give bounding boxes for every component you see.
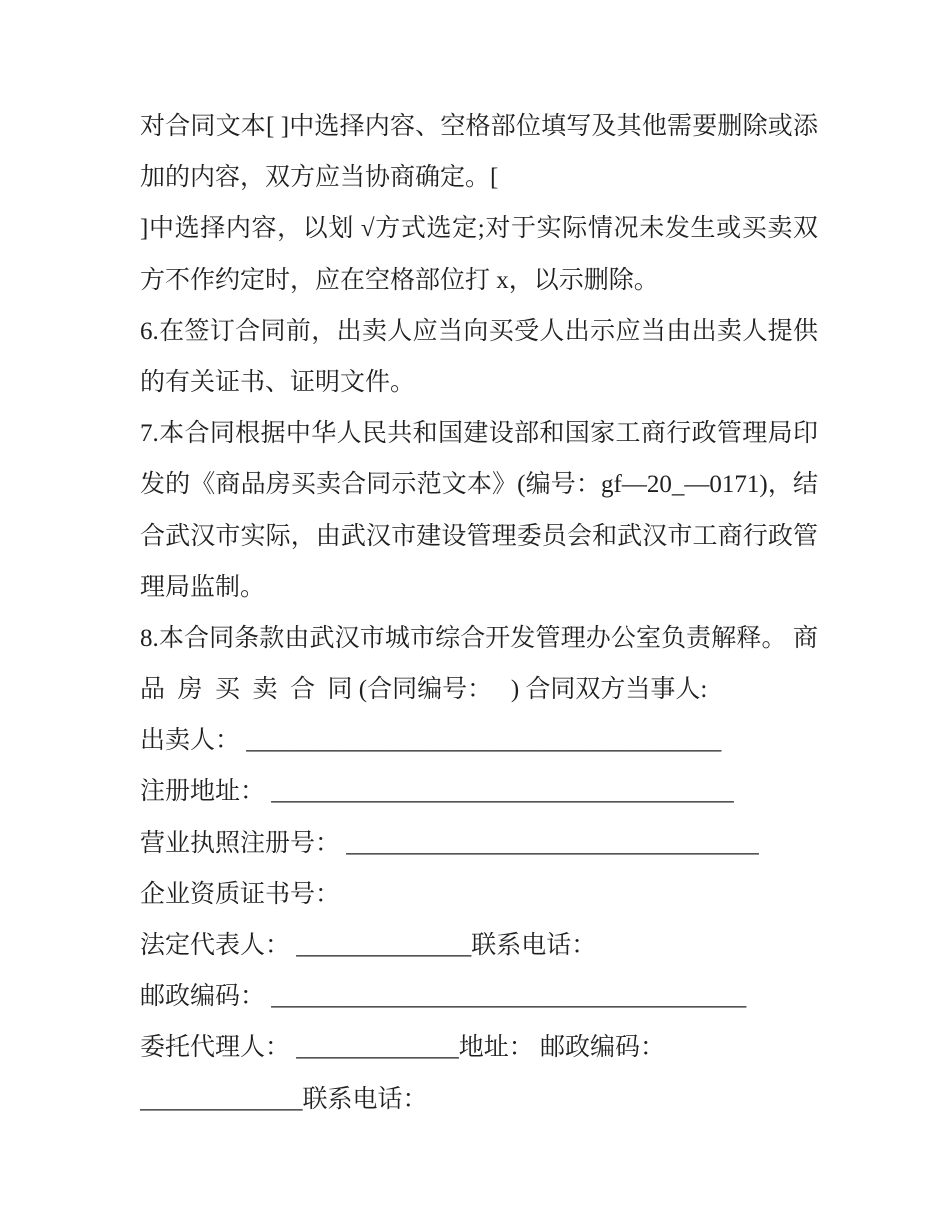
clause-7-line: 发的《商品房买卖合同示范文本》(编号：gf—20_—0171)，结 <box>140 471 818 499</box>
entrusted-agent-line: 委托代理人： _____________地址： 邮政编码： <box>140 1034 666 1062</box>
clause-6-line: 的有关证书、证明文件。 <box>140 368 416 396</box>
seller-line: 出卖人： ______________________________________ <box>140 727 722 755</box>
registered-address-line: 注册地址： _____________________________________ <box>140 778 734 806</box>
contract-text-block <box>140 101 818 1125</box>
clause-7-line: 合武汉市实际，由武汉市建设管理委员会和武汉市工商行政管 <box>140 522 818 550</box>
contract-title-line: 品 房 买 卖 合 同 (合同编号： ) 合同双方当事人: <box>140 676 708 704</box>
instructions-line: 对合同文本[ ]中选择内容、空格部位填写及其他需要删除或添 <box>140 113 818 140</box>
clause-7-line: 理局监制。 <box>140 573 266 601</box>
business-license-number-line: 营业执照注册号： _________________________________ <box>140 829 759 857</box>
agent-phone-line: _____________联系电话： <box>140 1085 428 1113</box>
instructions-line: 方不作约定时，应在空格部位打 x，以示删除。 <box>140 266 659 294</box>
clause-8-line: 8.本合同条款由武汉市城市综合开发管理办公室负责解释。 商 <box>140 624 818 652</box>
clause-7-line: 7.本合同根据中华人民共和国建设部和国家工商行政管理局印 <box>140 420 818 448</box>
instructions-line: ]中选择内容，以划 √方式选定;对于实际情况未发生或买卖双 <box>140 215 818 243</box>
instructions-line: 加的内容，双方应当协商确定。[ <box>140 164 499 192</box>
legal-representative-line: 法定代表人： ______________联系电话： <box>140 932 597 959</box>
postal-code-line: 邮政编码： ______________________________________ <box>140 983 747 1011</box>
qualification-certificate-line: 企业资质证书号： <box>140 880 341 908</box>
clause-6-line: 6.在签订合同前，出卖人应当向买受人出示应当由出卖人提供 <box>140 317 818 345</box>
